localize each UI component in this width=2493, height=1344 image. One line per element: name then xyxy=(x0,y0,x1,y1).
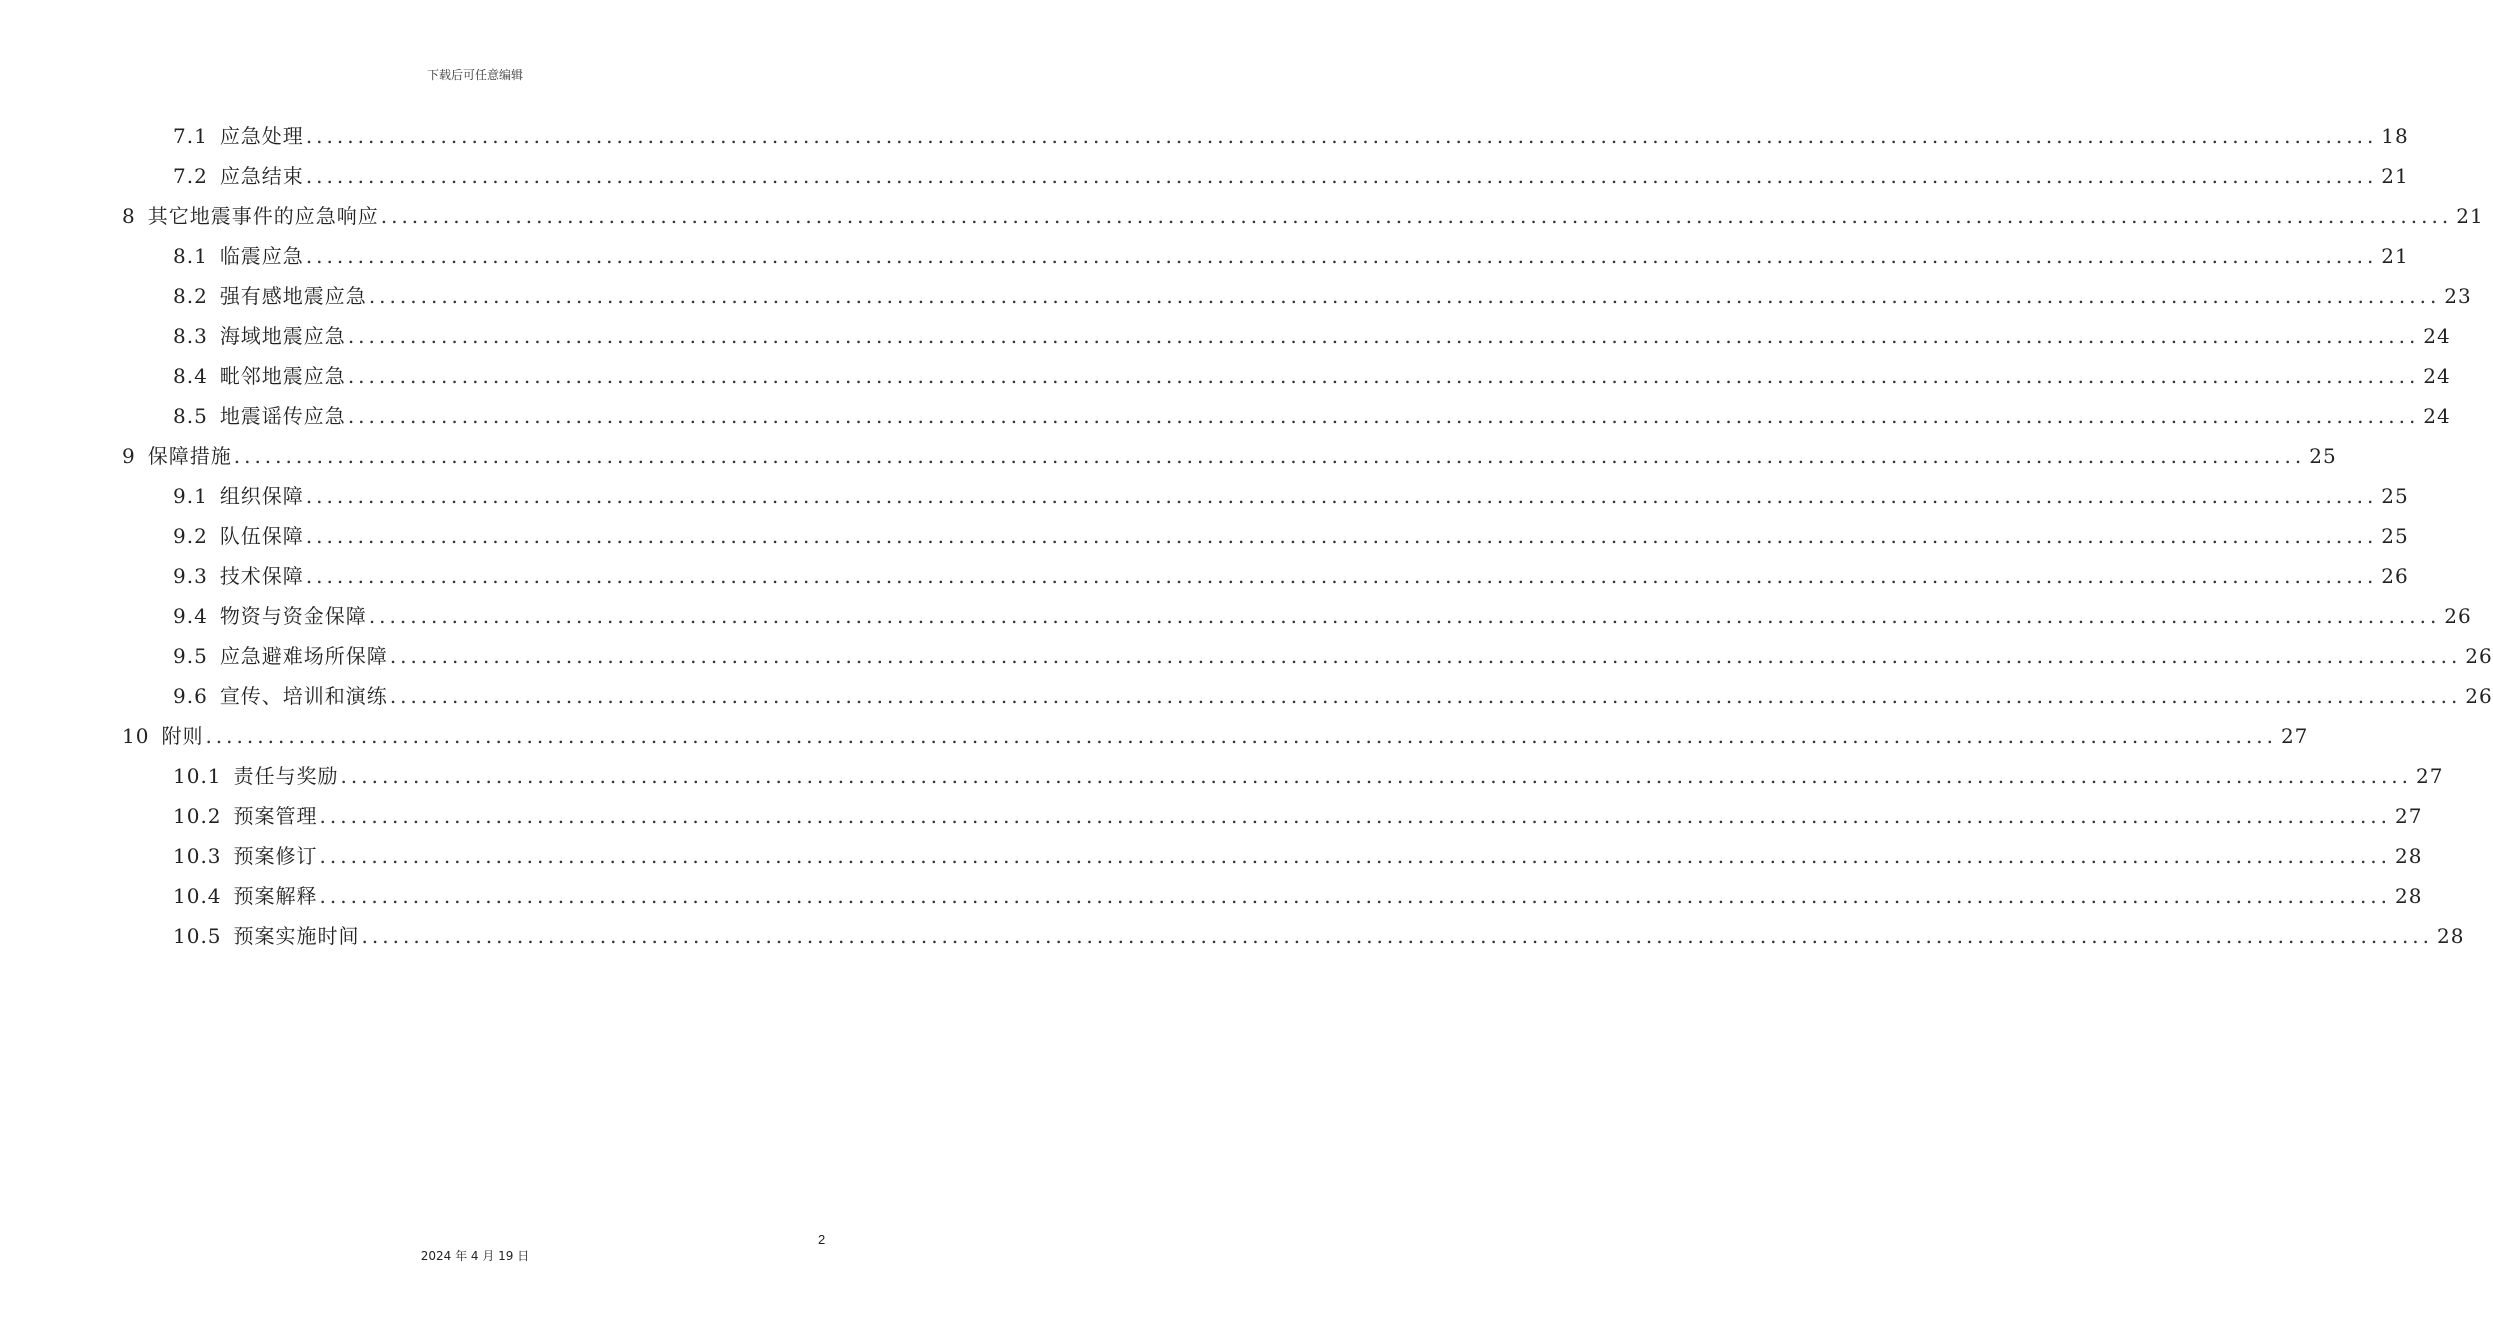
toc-entry-title: 保障措施 xyxy=(147,444,232,468)
toc-dot-leader: ........................................................................................................................................................................................................ xyxy=(319,844,2392,868)
toc-entry-title: 地震谣传应急 xyxy=(219,404,346,428)
toc-dot-leader: ........................................................................................................................................................................................................ xyxy=(305,164,2378,188)
toc-dot-leader: ........................................................................................................................................................................................................ xyxy=(347,324,2420,348)
toc-entry-title: 临震应急 xyxy=(219,244,304,268)
toc-dot-leader: ........................................................................................................................................................................................................ xyxy=(305,484,2378,508)
toc-entry-title: 附则 xyxy=(161,724,204,748)
toc-dot-leader: ........................................................................................................................................................................................................ xyxy=(347,364,2420,388)
toc-entry-number: 10.3 xyxy=(173,844,222,868)
toc-entry-page: 26 xyxy=(2465,644,2493,668)
toc-entry-title: 应急处理 xyxy=(219,124,304,148)
toc-entry-page: 28 xyxy=(2437,924,2465,948)
toc-entry-number: 10.1 xyxy=(173,764,222,788)
toc-dot-leader: ........................................................................................................................................................................................................ xyxy=(305,564,2378,588)
toc-entry-page: 27 xyxy=(2280,724,2309,748)
toc-entry-title: 其它地震事件的应急响应 xyxy=(147,204,379,228)
toc-entry-page: 25 xyxy=(2381,484,2409,508)
toc-entry-title: 预案管理 xyxy=(233,804,318,828)
header-note: 下载后可任意编辑 xyxy=(426,68,523,82)
toc-entry[interactable] xyxy=(173,556,2409,596)
toc-entry[interactable] xyxy=(173,156,2409,196)
toc-entry-number: 9.3 xyxy=(173,564,208,588)
toc-entry[interactable] xyxy=(173,596,2472,636)
toc-entry-page: 24 xyxy=(2423,324,2451,348)
toc-entry-number: 8.2 xyxy=(173,284,208,308)
toc-entry-number: 9.6 xyxy=(173,684,208,708)
toc-entry[interactable] xyxy=(173,636,2493,676)
toc-entry-number: 7.2 xyxy=(173,164,208,188)
toc-dot-leader: ........................................................................................................................................................................................................ xyxy=(368,284,2441,308)
toc-entry[interactable] xyxy=(173,836,2423,876)
toc-dot-leader: ........................................................................................................................................................................................................ xyxy=(361,924,2434,948)
toc-entry-number: 8.1 xyxy=(173,244,208,268)
toc-entry-page: 26 xyxy=(2444,604,2472,628)
toc-entry-page: 25 xyxy=(2381,524,2409,548)
toc-dot-leader: ........................................................................................................................................................................................................ xyxy=(389,644,2462,668)
toc-dot-leader: ........................................................................................................................................................................................................ xyxy=(205,724,2277,748)
toc-entry[interactable] xyxy=(173,356,2451,396)
toc-entry-title: 队伍保障 xyxy=(219,524,304,548)
toc-entry-number: 7.1 xyxy=(173,124,208,148)
toc-dot-leader: ........................................................................................................................................................................................................ xyxy=(233,444,2306,468)
toc-entry-page: 21 xyxy=(2381,164,2409,188)
toc-entry-title: 预案实施时间 xyxy=(233,924,360,948)
toc-entry-page: 23 xyxy=(2444,284,2472,308)
toc-dot-leader: ........................................................................................................................................................................................................ xyxy=(340,764,2413,788)
toc-entry-number: 10.4 xyxy=(173,884,222,908)
toc-entry-title: 毗邻地震应急 xyxy=(219,364,346,388)
toc-entry[interactable] xyxy=(122,716,2309,756)
toc-dot-leader: ........................................................................................................................................................................................................ xyxy=(389,684,2462,708)
toc-entry-number: 8 xyxy=(122,204,136,228)
toc-dot-leader: ........................................................................................................................................................................................................ xyxy=(347,404,2420,428)
toc-entry[interactable] xyxy=(173,116,2409,156)
toc-entry-number: 9.1 xyxy=(173,484,208,508)
toc-dot-leader: ........................................................................................................................................................................................................ xyxy=(319,884,2392,908)
toc-entry-number: 8.3 xyxy=(173,324,208,348)
toc-entry-page: 27 xyxy=(2395,804,2423,828)
toc-entry[interactable] xyxy=(173,476,2409,516)
toc-entry-title: 物资与资金保障 xyxy=(219,604,367,628)
toc-entry[interactable] xyxy=(173,876,2423,916)
toc-entry-number: 8.4 xyxy=(173,364,208,388)
toc-entry-number: 9.5 xyxy=(173,644,208,668)
toc-entry-page: 26 xyxy=(2465,684,2493,708)
footer-date: 2024 年 4 月 19 日 xyxy=(420,1249,530,1263)
toc-entry[interactable] xyxy=(173,756,2444,796)
toc-entry[interactable] xyxy=(173,916,2465,956)
toc-entry-title: 海域地震应急 xyxy=(219,324,346,348)
page-number: 2 xyxy=(818,1232,826,1247)
toc-entry-page: 26 xyxy=(2381,564,2409,588)
toc-entry-page: 24 xyxy=(2423,404,2451,428)
toc-entry[interactable] xyxy=(173,516,2409,556)
toc-entry-page: 27 xyxy=(2416,764,2444,788)
toc-entry[interactable] xyxy=(173,316,2451,356)
toc-entry-page: 25 xyxy=(2309,444,2337,468)
toc-entry-title: 预案修订 xyxy=(233,844,318,868)
toc-entry-page: 28 xyxy=(2395,844,2423,868)
toc-entry-title: 应急结束 xyxy=(219,164,304,188)
toc-entry[interactable] xyxy=(122,196,2484,236)
toc-dot-leader: ........................................................................................................................................................................................................ xyxy=(368,604,2441,628)
toc-entry-number: 9.4 xyxy=(173,604,208,628)
toc-entry-page: 21 xyxy=(2381,244,2409,268)
toc-entry[interactable] xyxy=(173,796,2423,836)
toc-entry-number: 8.5 xyxy=(173,404,208,428)
toc-entry-title: 责任与奖励 xyxy=(233,764,339,788)
toc-dot-leader: ........................................................................................................................................................................................................ xyxy=(380,204,2453,228)
toc-entry-title: 组织保障 xyxy=(219,484,304,508)
toc-entry-title: 应急避难场所保障 xyxy=(219,644,388,668)
toc-entry[interactable] xyxy=(173,396,2451,436)
toc-entry[interactable] xyxy=(173,236,2409,276)
toc-entry-number: 9.2 xyxy=(173,524,208,548)
toc-entry-page: 21 xyxy=(2456,204,2484,228)
toc-entry[interactable] xyxy=(173,276,2472,316)
toc-entry-title: 宣传、培训和演练 xyxy=(219,684,388,708)
toc-entry-number: 10.5 xyxy=(173,924,222,948)
toc-entry-title: 技术保障 xyxy=(219,564,304,588)
toc-entry-number: 10 xyxy=(122,724,150,748)
toc-entry-number: 9 xyxy=(122,444,136,468)
toc-dot-leader: ........................................................................................................................................................................................................ xyxy=(305,244,2378,268)
toc-entry-page: 18 xyxy=(2381,124,2409,148)
toc-entry-title: 强有感地震应急 xyxy=(219,284,367,308)
toc-dot-leader: ........................................................................................................................................................................................................ xyxy=(305,124,2378,148)
toc-entry-page: 28 xyxy=(2395,884,2423,908)
toc-entry[interactable] xyxy=(122,436,2337,476)
toc-entry-page: 24 xyxy=(2423,364,2451,388)
toc-entry-title: 预案解释 xyxy=(233,884,318,908)
toc-entry[interactable] xyxy=(173,676,2493,716)
toc-entry-number: 10.2 xyxy=(173,804,222,828)
toc-dot-leader: ........................................................................................................................................................................................................ xyxy=(319,804,2392,828)
toc-dot-leader: ........................................................................................................................................................................................................ xyxy=(305,524,2378,548)
